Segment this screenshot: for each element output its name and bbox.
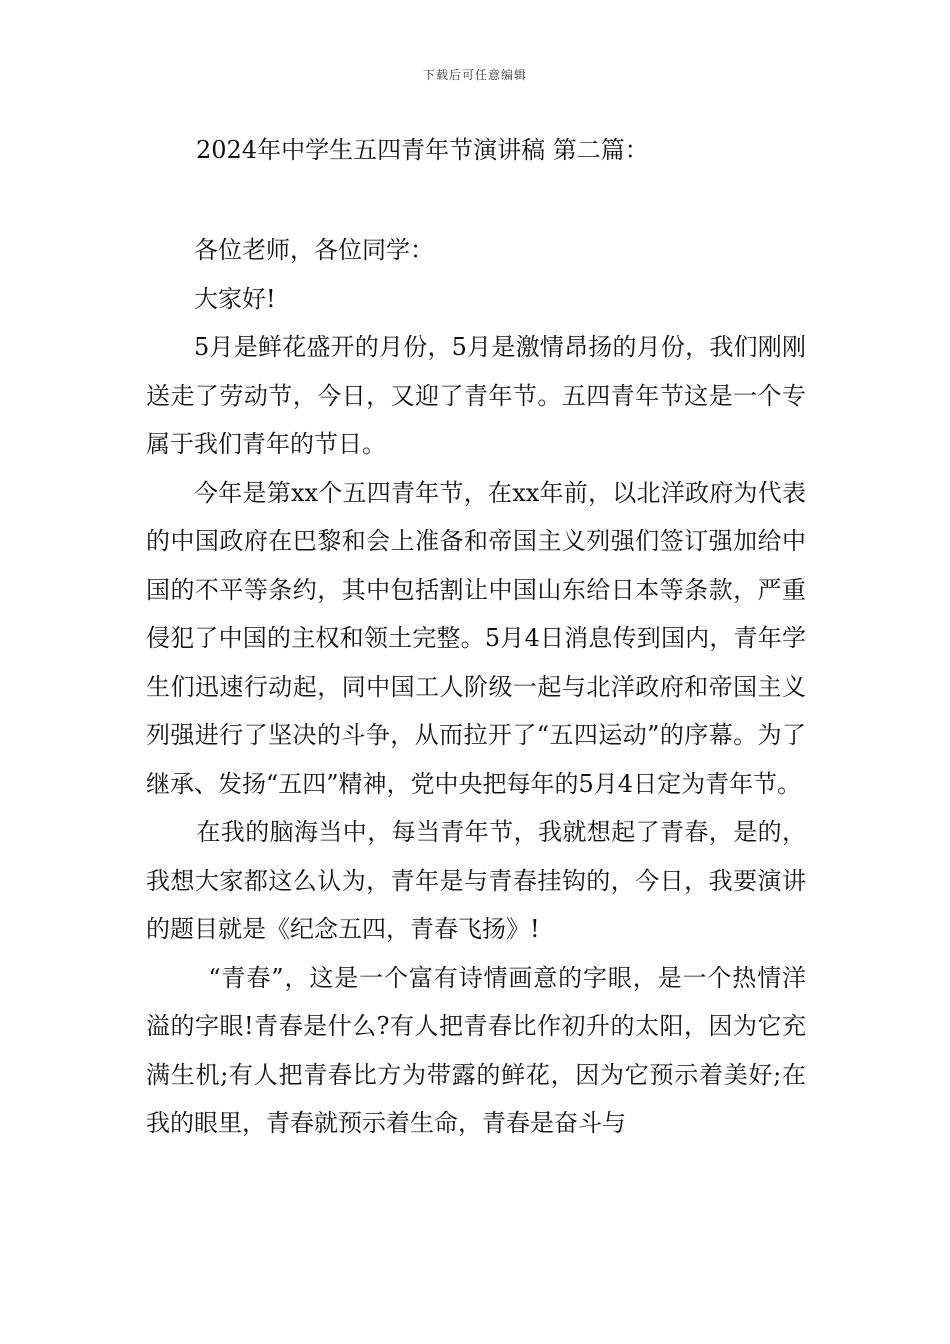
- paragraph-intro: 5月是鲜花盛开的月份，5月是激情昂扬的月份，我们刚刚送走了劳动节，今日，又迎了青年节。五四青年节这是一个专属于我们青年的节日。: [146, 333, 806, 458]
- header-note: 下载后可任意编辑: [422, 68, 527, 82]
- paragraph-topic: 在我的脑海当中，每当青年节，我就想起了青春，是的，我想大家都这么认为，青年是与青春挂钩的，今日，我要演讲的题目就是《纪念五四，青春飞扬》!: [146, 818, 806, 943]
- document-title: 2024年中学生五四青年节演讲稿 第二篇：: [196, 136, 649, 164]
- paragraph-history: 今年是第xx个五四青年节，在xx年前，以北洋政府为代表的中国政府在巴黎和会上准备和帝国主义列强们签订强加给中国的不平等条约，其中包括割让中国山东给日本等条款，严重侵犯了中国的主权和领土完整。5月4日消息传到国内，青年学生们迅速行动起，同中国工人阶级一起与北洋政府和帝国主义列强进行了坚决的斗争，从而拉开了“五四运动”的序幕。为了继承、发扬“五四”精神，党中央把每年的5月4日定为青年节。: [146, 478, 806, 798]
- paragraph-youth: “青春”，这是一个富有诗情画意的字眼，是一个热情洋溢的字眼!青春是什么?有人把青春比作初升的太阳，因为它充满生机;有人把青春比方为带露的鲜花，因为它预示着美好;在我的眼里，青春就预示着生命，青春是奋斗与: [146, 963, 806, 1137]
- paragraph-greeting: 大家好!: [194, 284, 276, 313]
- document-body: [146, 226, 806, 1148]
- paragraph-salutation: 各位老师，各位同学：: [194, 236, 434, 264]
